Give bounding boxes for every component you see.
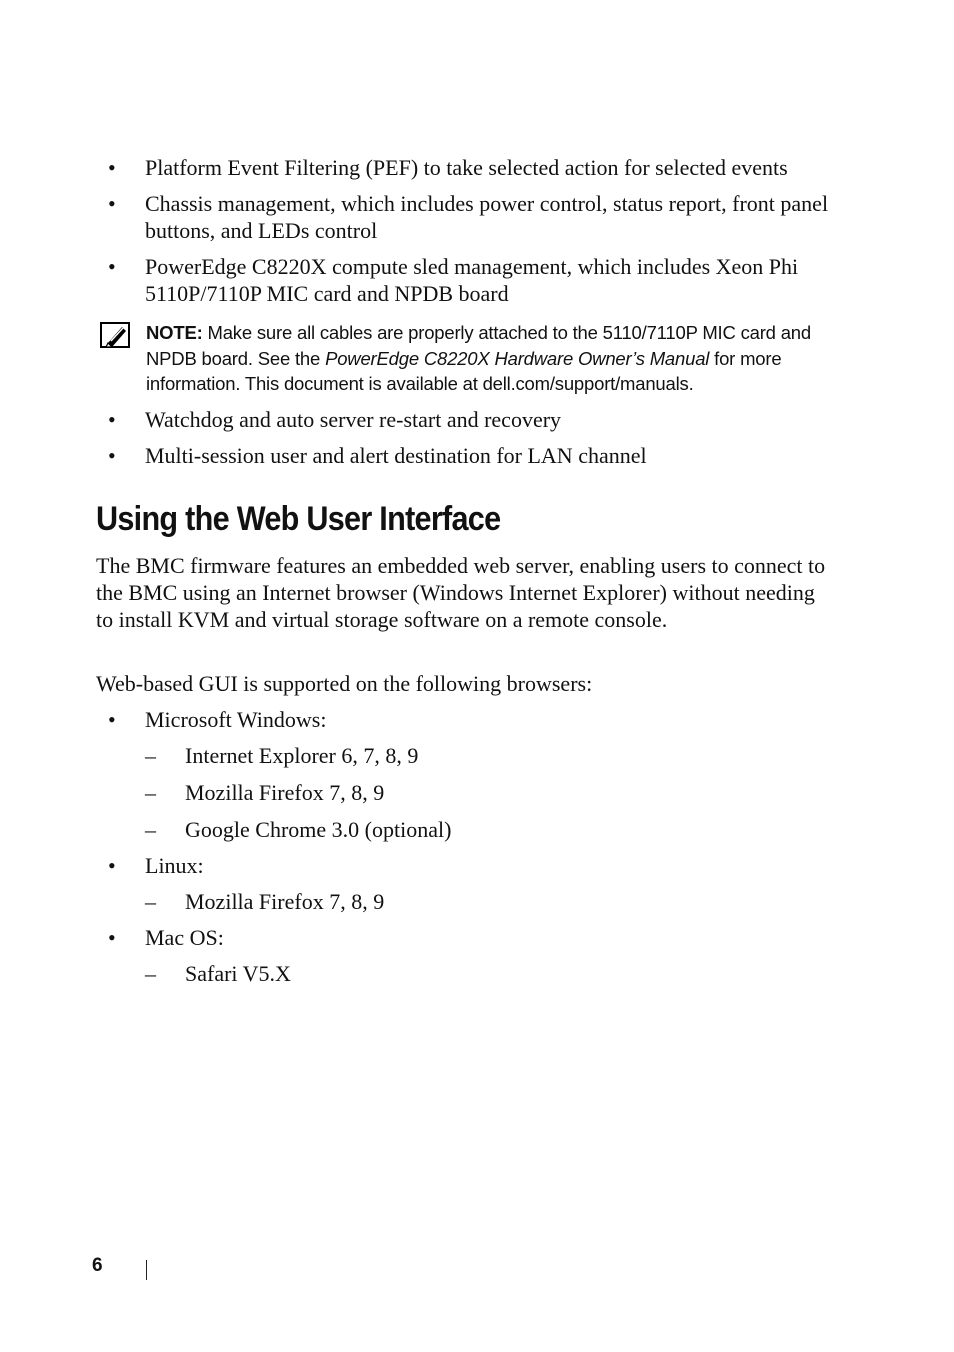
os-item-linux	[96, 852, 836, 915]
bullet-icon: •	[108, 407, 116, 432]
manual-title: PowerEdge C8220X Hardware Owner’s Manual	[325, 347, 710, 369]
browser-item	[145, 779, 836, 806]
bullet-icon: •	[108, 443, 116, 468]
os-label: Mac OS:	[145, 925, 224, 950]
list-item	[96, 253, 836, 307]
browser-list	[96, 706, 836, 987]
browser-name: Google Chrome 3.0 (optional)	[185, 817, 452, 842]
note-text	[146, 320, 840, 397]
note-text-after: for more information. This document is available at dell.com/support/manuals.	[146, 347, 782, 394]
bullet-icon: •	[108, 707, 116, 732]
bullet-icon: •	[108, 925, 116, 950]
feature-list-mid	[96, 406, 836, 469]
list-item	[96, 190, 836, 244]
dash-icon: –	[145, 889, 156, 914]
dash-icon: –	[145, 780, 156, 805]
browser-name: Mozilla Firefox 7, 8, 9	[185, 780, 385, 805]
browser-sublist	[145, 888, 836, 915]
list-item-text: Platform Event Filtering (PEF) to take selected action for selected events	[145, 155, 788, 180]
list-item	[96, 154, 836, 181]
browser-item	[145, 742, 836, 769]
browser-item	[145, 888, 836, 915]
bullet-icon: •	[108, 191, 116, 216]
browser-item	[145, 816, 836, 843]
browser-item	[145, 960, 836, 987]
footer-separator	[146, 1260, 147, 1280]
bullet-icon: •	[108, 853, 116, 878]
browser-sublist	[145, 742, 836, 843]
os-label: Microsoft Windows:	[145, 707, 327, 732]
browsers-intro: Web-based GUI is supported on the following browsers:	[96, 671, 593, 696]
browser-name: Safari V5.X	[185, 961, 291, 986]
dash-icon: –	[145, 817, 156, 842]
feature-list-top	[96, 154, 836, 307]
note-label: NOTE:	[146, 322, 203, 343]
bullet-icon: •	[108, 155, 116, 180]
note-block	[100, 320, 840, 397]
list-item-text: Chassis management, which includes power control, status report, front panel buttons, and LEDs control	[145, 191, 829, 243]
browser-sublist	[145, 960, 836, 987]
page-number: 6	[92, 1255, 103, 1276]
os-item-windows	[96, 706, 836, 843]
list-item	[96, 442, 836, 469]
list-item	[96, 406, 836, 433]
list-item-text: PowerEdge C8220X compute sled management, which includes Xeon Phi 5110P/7110P MIC card and NPDB board	[145, 254, 799, 306]
list-item-text: Multi-session user and alert destination for LAN channel	[145, 443, 647, 468]
bullet-icon: •	[108, 254, 116, 279]
browser-name: Mozilla Firefox 7, 8, 9	[185, 889, 385, 914]
list-item-text: Watchdog and auto server re-start and recovery	[145, 407, 562, 432]
section-heading: Using the Web User Interface	[96, 500, 501, 538]
os-item-mac	[96, 924, 836, 987]
browser-name: Internet Explorer 6, 7, 8, 9	[185, 743, 419, 768]
intro-paragraph: The BMC firmware features an embedded web server, enabling users to connect to the BMC using an Internet browser (Windows Internet Explorer) without needing to install KVM and virtual storage software on a remote console.	[96, 553, 826, 632]
dash-icon: –	[145, 743, 156, 768]
note-text-before: Make sure all cables are properly attached to the 5110/7110P MIC card and NPDB board. See the	[146, 322, 811, 369]
os-label: Linux:	[145, 853, 204, 878]
pencil-note-icon	[100, 322, 130, 348]
dash-icon: –	[145, 961, 156, 986]
